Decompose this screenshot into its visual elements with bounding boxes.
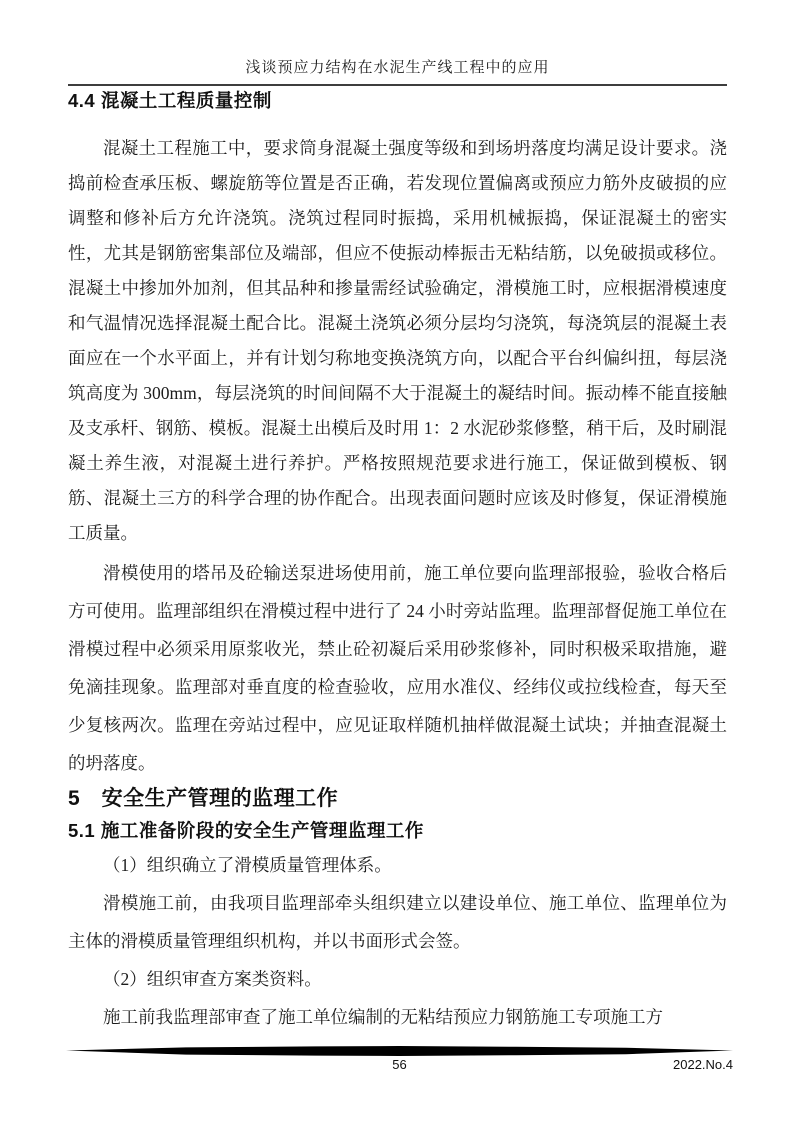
para-plan-review: 施工前我监理部审查了施工单位编制的无粘结预应力钢筋施工专项施工方	[103, 1007, 663, 1027]
footer-text-row	[66, 1057, 733, 1075]
header-rule	[68, 84, 727, 86]
para-concrete-quality: 混凝土工程施工中，要求筒身混凝土强度等级和到场坍落度均满足设计要求。浇捣前检查承压板、螺旋筋等位置是否正确，若发现位置偏离或预应力筋外皮破损的应调整和修补后方允许浇筑。浇筑过程同时振捣，采用机械振捣，保证混凝土的密实性，尤其是钢筋密集部位及端部，但应不使振动棒振击无粘结筋，以免破损或移位。混凝土中掺加外加剂，但其品种和掺量需经试验确定，滑模施工时，应根据滑模速度和气温情况选择混凝土配合比。混凝土浇筑必须分层均匀浇筑，每浇筑层的混凝土表面应在一个水平面上，并有计划匀称地变换浇筑方向，以配合平台纠偏纠扭，每层浇筑高度为 300mm，每层浇筑的时间间隔不大于混凝土的凝结时间。振动棒不能直接触及支承杆、钢筋、模板。混凝土出模后及时用 1：2 水泥砂浆修整，稍干后，及时刷混凝土养生液，对混凝土进行养护。严格按照规范要求进行施工，保证做到模板、钢筋、混凝土三方的科学合理的协作配合。出现表面问题时应该及时修复，保证滑模施工质量。	[68, 138, 727, 543]
para-supervision: 滑模使用的塔吊及砼输送泵进场使用前，施工单位要向监理部报验，验收合格后方可使用。监理部组织在滑模过程中进行了 24 小时旁站监理。监理部督促施工单位在滑模过程中必须采用原浆收光，禁止砼初凝后采用砂浆修补，同时积极采取措施，避免滴挂现象。监理部对垂直度的检查验收，应用水准仪、经纬仪或拉线检查，每天至少复核两次。监理在旁站过程中，应见证取样随机抽样做混凝土试块；并抽查混凝土的坍落度。	[68, 563, 727, 773]
para-item-2: （2）组织审查方案类资料。	[103, 969, 322, 989]
sec-5: 5 安全生产管理的监理工作	[68, 787, 339, 810]
running-header	[68, 58, 727, 86]
sec-4-4: 4.4 混凝土工程质量控制	[68, 90, 272, 111]
footer-divider-bar	[66, 1046, 733, 1056]
page-footer	[66, 1046, 733, 1075]
sec-5-1: 5.1 施工准备阶段的安全生产管理监理工作	[68, 820, 424, 841]
page-number: 56	[392, 1057, 407, 1072]
issue-label: 2022.No.4	[673, 1057, 733, 1072]
running-title: 浅谈预应力结构在水泥生产线工程中的应用	[245, 60, 550, 76]
document-body	[68, 88, 727, 1036]
para-org-structure: 滑模施工前，由我项目监理部牵头组织建立以建设单位、施工单位、监理单位为主体的滑模质量管理组织机构，并以书面形式会签。	[68, 893, 727, 951]
para-item-1: （1）组织确立了滑模质量管理体系。	[103, 855, 392, 875]
